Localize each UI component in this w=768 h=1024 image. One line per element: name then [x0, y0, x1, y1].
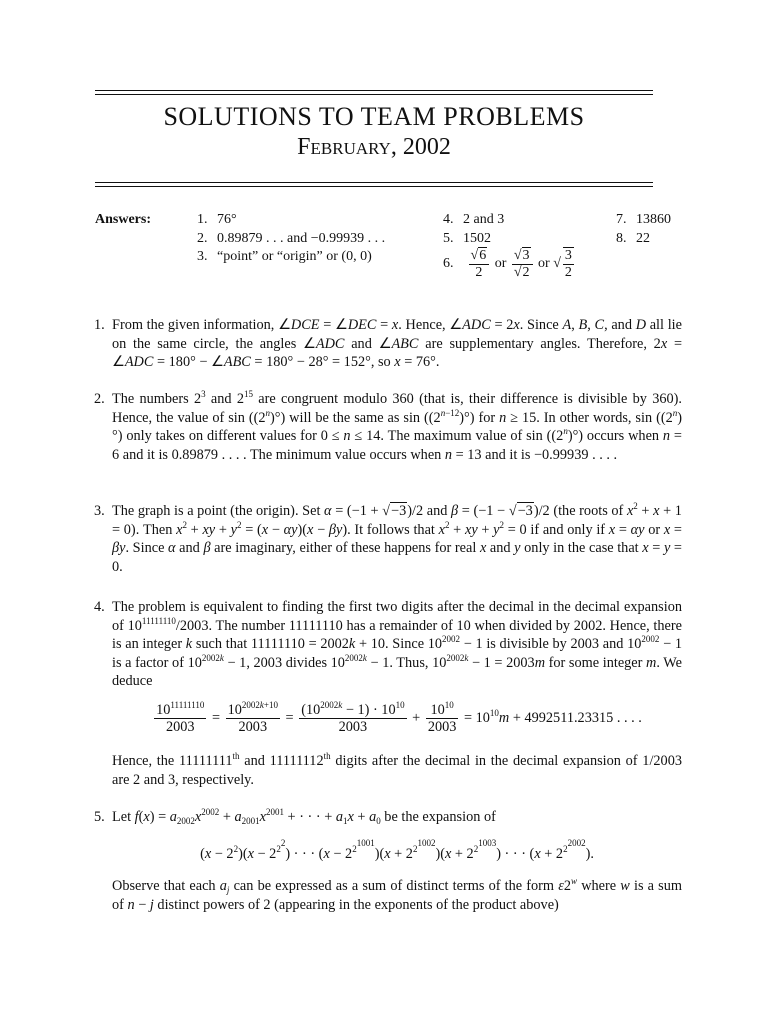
bottom-rule-2 [95, 186, 653, 187]
solution-2: 2. The numbers $2^3$ and $2^{15}$ are congruent modulo 360 (that is, their difference is divisible by 360). Hence, the value of sin ((2$^n$)°) will be the same as $\sin ((2^{n-12})^\circ)$ for n ≥ 15. In other words, sin ((2$^n$)°) only takes on different values for 0 ≤ n ≤ 14. The maximum value of sin ((2$^n$)°) occurs when n = 6 and it is 0.89879 . . . . The minimum value occurs when n = 13 and it is −0.99939 . . . . [94, 389, 683, 463]
solution-1: 1. From the given information, ∠DCE = ∠DEC = x. Hence, ∠ADC = 2x. Since A, B, C, and D all lie on the same circle, the angles ∠ADC and ∠ABC are supplementary angles. Therefore, 2x = ∠ADC = 180° − ∠ABC = 180° − 28° = 152°, so x = 76°. [94, 317, 683, 371]
answer-7: 7. 13860 [616, 212, 671, 227]
bottom-rule-1 [95, 182, 653, 183]
page-subtitle: February, 2002 [297, 134, 451, 160]
top-rule-2 [95, 94, 653, 95]
answer-2: 2. 0.89879 . . . and −0.99939 . . . [197, 231, 386, 246]
answer-4: 4. 2 and 3 [443, 212, 505, 227]
answer-8: 8. 22 [616, 231, 650, 246]
top-rule-1 [95, 90, 653, 91]
solution-2-number: 2. [94, 391, 105, 407]
page-title: SOLUTIONS TO TEAM PROBLEMS [163, 102, 585, 131]
solution-3: 3. The graph is a point (the origin). Set α = (−1 + √−3)/2 and β = (−1 − √−3)/2 (the roots of $x^2 + x + 1 = 0$). Then $x^2$ + xy + $y^2 = (x - \alpha y)(x - \beta y)$. It follows that $x^2$ + xy + $y^2 = 0$ if and only if x = αy or x = βy. Since α and β are imaginary, either of these happens for real x and y only in the case that x = y = 0. [94, 501, 682, 575]
solution-4: 4. The problem is equivalent to finding the first two digits after the decimal in the decimal expansion of $10^{11111110}/2003$. The number 11111110 has a remainder of 10 when divided by 2002. Hence, there is an integer k such that 11111110 = 2002k + 10. Since $10^{2002} - 1$ is divisible by 2003 and $10^{2002} - 1$ is a factor of $10^{2002k} - 1$, 2003 divides $10^{2002k} - 1$. Thus, $10^{2002k} - 1 = 2003m$ for some integer m. We deduce [94, 599, 682, 690]
solution-5-continued: Observe that each $a_j$ can be expressed as a sum of distinct terms of the form ε2$^w$ where w is a sum of n − j distinct powers of 2 (appearing in the exponents of the product above) [112, 876, 683, 913]
solution-4-number: 4. [94, 599, 105, 615]
solution-3-number: 3. [94, 503, 105, 519]
answer-6: 6. $\frac{√6}{2}$ or $\frac{√3}{√2}$ or √ $\frac{3}{2}$ [443, 247, 572, 280]
answers-label: Answers: [95, 212, 151, 227]
solution-4-conclusion: Hence, the 11111111th and 11111112th digits after the decimal in the decimal expansion of 1/2003 are 2 and 3, respectively. [112, 751, 683, 788]
equation-5: $(x - 2^2)(x - 2^{2^2})$ · · · $(x - 2^{2^{1001}})(x + 2^{2^{1002}})(x + 2^{2^{1003}})$ · · · $(x + 2^{2^{2002}})$. [200, 838, 594, 862]
answer-1: 1. 76° [197, 212, 237, 227]
solution-5: 5. Let $f(x) = a_{2002}x^{2002} + a_{2001}x^{2001}$ + · · · + $a_1x + a_0$ be the expansion of [94, 807, 496, 826]
solution-1-number: 1. [94, 317, 105, 333]
answer-5: 5. 1502 [443, 231, 491, 246]
equation-4: $\frac{10^{11111110}}{2003}$ = $\frac{10^{2002k+10}}{2003}$ = $\frac{(10^{2002k} - 1) \cdot 10^{10}}{2003}$ + $\frac{10^{10}}{2003}$ = $10^{10}m + 4992511.23315$ . . . . [156, 700, 642, 735]
answer-3: 3. “point” or “origin” or (0, 0) [197, 249, 372, 264]
solution-5-number: 5. [94, 809, 105, 825]
